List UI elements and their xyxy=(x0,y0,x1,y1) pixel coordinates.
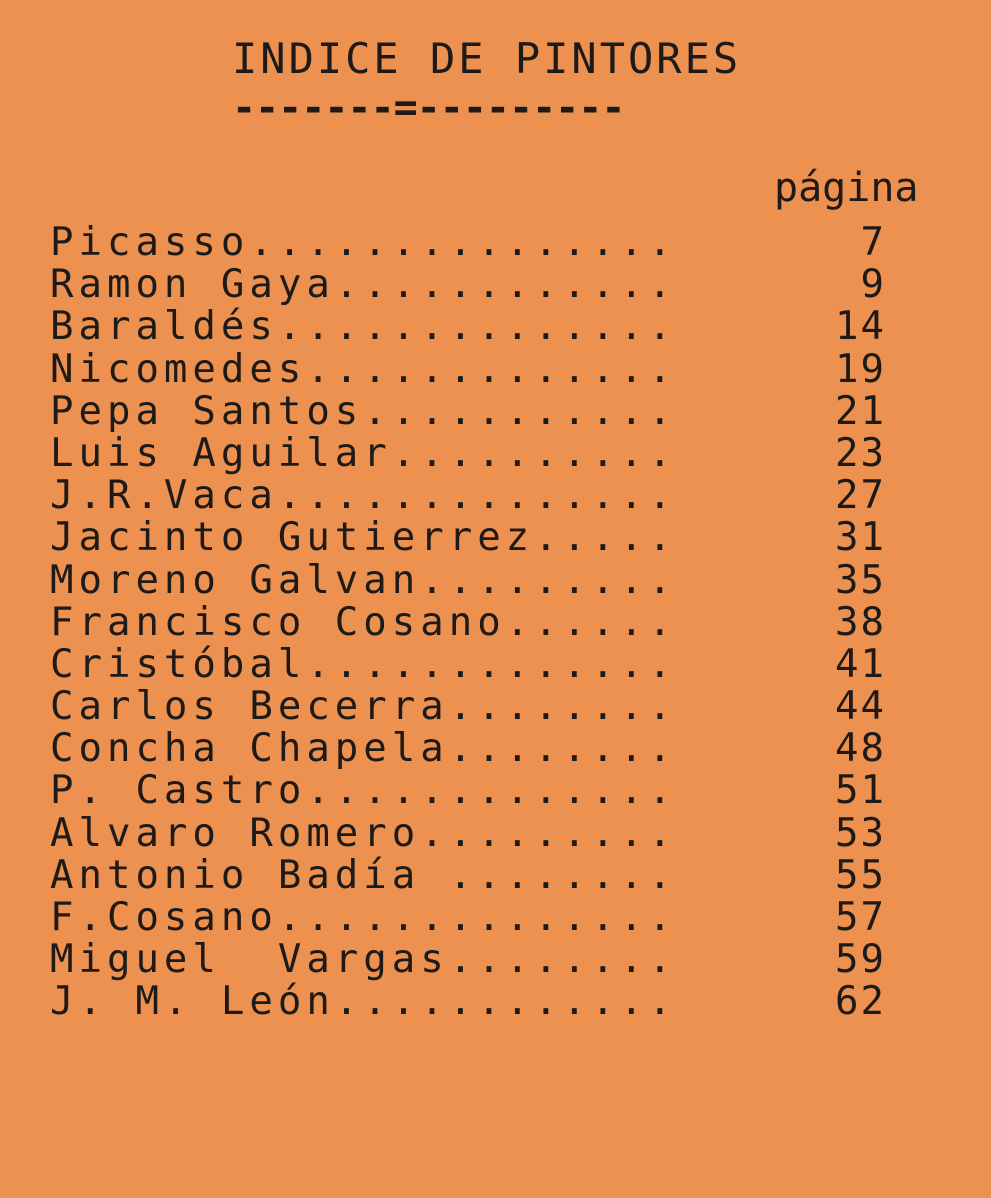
page-number: 21 xyxy=(835,388,886,434)
painter-name: Pepa Santos........... xyxy=(50,388,677,434)
page-number: 53 xyxy=(835,810,886,856)
index-row xyxy=(50,810,950,856)
painter-name: Concha Chapela........ xyxy=(50,726,677,772)
title-underline: -------=--------- xyxy=(232,85,625,131)
index-row xyxy=(50,852,950,898)
painter-index-list xyxy=(50,222,950,1024)
page-number: 51 xyxy=(835,768,886,814)
painter-name: Moreno Galvan......... xyxy=(50,557,677,603)
page-number: 19 xyxy=(835,346,886,392)
index-row xyxy=(50,430,950,476)
page-number: 62 xyxy=(835,979,886,1025)
page-number: 7 xyxy=(860,220,886,265)
page-number: 59 xyxy=(835,937,886,983)
index-row xyxy=(50,939,950,981)
index-row xyxy=(50,306,950,348)
painter-name: Picasso............... xyxy=(50,220,677,265)
page-number: 57 xyxy=(835,895,886,940)
painter-name: Miguel Vargas........ xyxy=(50,937,677,983)
painter-name: J.R.Vaca.............. xyxy=(50,473,677,519)
page-number: 44 xyxy=(835,684,886,730)
painter-name: Antonio Badía ........ xyxy=(50,852,677,898)
index-row xyxy=(50,557,950,603)
page-title: INDICE DE PINTORES xyxy=(232,34,742,83)
painter-name: J. M. León............ xyxy=(50,979,677,1025)
index-row xyxy=(50,728,950,770)
index-row xyxy=(50,686,950,728)
page-number: 55 xyxy=(835,852,886,898)
painter-name: Luis Aguilar.......... xyxy=(50,430,677,476)
index-row xyxy=(50,388,950,434)
page-number: 23 xyxy=(835,430,886,476)
page-column-header: página xyxy=(774,165,919,211)
painter-name: Cristóbal............. xyxy=(50,641,677,687)
painter-name: Alvaro Romero......... xyxy=(50,810,677,856)
index-row xyxy=(50,599,950,645)
page-number: 9 xyxy=(860,262,886,308)
index-row xyxy=(50,346,950,392)
painter-name: Francisco Cosano...... xyxy=(50,599,677,645)
page-number: 38 xyxy=(835,599,886,645)
painter-name: Carlos Becerra........ xyxy=(50,684,677,730)
index-row xyxy=(50,222,950,264)
page-number: 35 xyxy=(835,557,886,603)
page-number: 14 xyxy=(835,304,886,350)
index-row xyxy=(50,264,950,306)
index-row xyxy=(50,897,950,939)
painter-name: Baraldés.............. xyxy=(50,304,677,350)
painter-name: Jacinto Gutierrez..... xyxy=(50,515,677,561)
index-row xyxy=(50,770,950,812)
index-row xyxy=(50,475,950,517)
page-number: 41 xyxy=(835,641,886,687)
page-number: 31 xyxy=(835,515,886,561)
painter-name: Ramon Gaya............ xyxy=(50,262,677,308)
index-row xyxy=(50,517,950,559)
painter-name: Nicomedes............. xyxy=(50,346,677,392)
page-number: 27 xyxy=(835,473,886,519)
painter-name: P. Castro............. xyxy=(50,768,677,814)
index-row xyxy=(50,981,950,1023)
page-number: 48 xyxy=(835,726,886,772)
index-row xyxy=(50,641,950,687)
painter-name: F.Cosano.............. xyxy=(50,895,677,940)
